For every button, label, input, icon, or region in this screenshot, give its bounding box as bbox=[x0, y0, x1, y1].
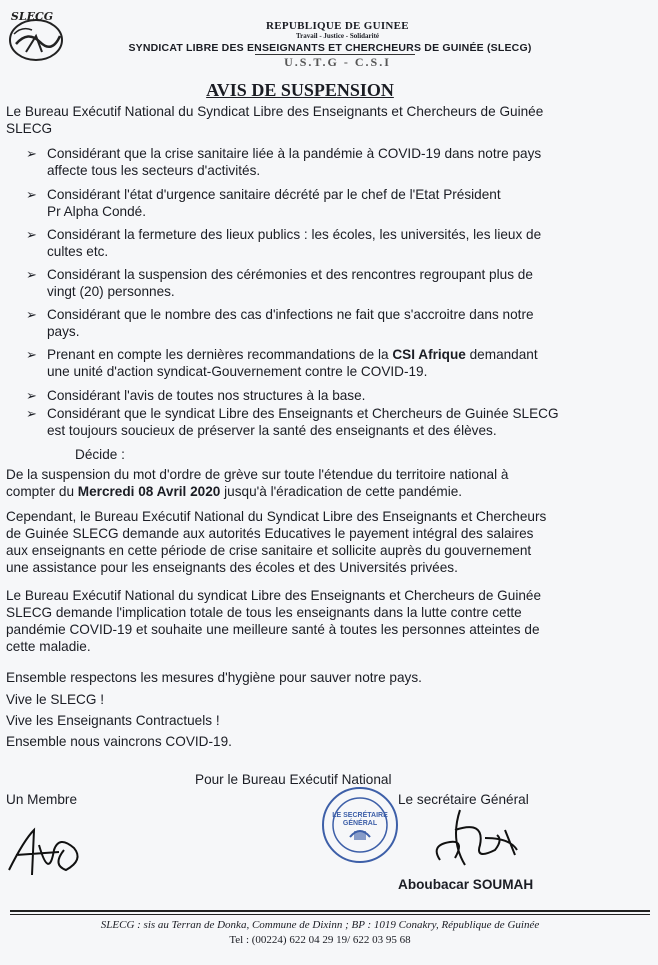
bullet-arrow-icon: ➢ bbox=[26, 388, 37, 403]
bullet-text: Considérant que le nombre des cas d'infections ne fait que s'accroitre dans notre pays. bbox=[47, 307, 534, 339]
closing-line: Ensemble respectons les mesures d'hygiène pour sauver notre pays. bbox=[6, 670, 422, 685]
bullet-text: Considérant que la crise sanitaire liée à la pandémie à COVID-19 dans notre pays affecte tous les secteurs d'activités. bbox=[47, 146, 542, 178]
bullet-arrow-icon: ➢ bbox=[26, 267, 37, 282]
intro-line: Le Bureau Exécutif National du Syndicat Libre des Enseignants et Chercheurs de Guinée bbox=[6, 104, 544, 119]
bullet-arrow-icon: ➢ bbox=[26, 307, 37, 322]
for-bureau-label: Pour le Bureau Exécutif National bbox=[195, 772, 392, 787]
decision-paragraph: De la suspension du mot d'ordre de grève sur toute l'étendue du territoire national à compter du Mercredi 08 Avril 2020 jusqu'à l'éradication de cette pandémie. bbox=[6, 467, 509, 499]
bullet-arrow-icon: ➢ bbox=[26, 227, 37, 242]
bullet-arrow-icon: ➢ bbox=[26, 146, 37, 161]
bullet-text: Prenant en compte les dernières recommandations de la CSI Afrique demandant une unité d'action syndicat-Gouvernement contre le COVID-19. bbox=[47, 347, 538, 379]
member-signature bbox=[4, 820, 94, 890]
intro-line: SLECG bbox=[6, 121, 53, 136]
closing-line: Vive les Enseignants Contractuels ! bbox=[6, 713, 220, 728]
footer-phone: Tel : (00224) 622 04 29 19/ 622 03 95 68 bbox=[229, 934, 411, 946]
secretary-title: Le secrétaire Général bbox=[398, 792, 529, 807]
national-motto: Travail - Justice - Solidarité bbox=[295, 32, 380, 40]
document-title: AVIS DE SUSPENSION bbox=[206, 80, 394, 100]
bullet-text: Considérant l'avis de toutes nos structures à la base. bbox=[47, 388, 366, 403]
secretary-name: Aboubacar SOUMAH bbox=[398, 877, 534, 892]
closing-line: Vive le SLECG ! bbox=[6, 692, 104, 707]
footer-divider bbox=[10, 910, 650, 912]
salary-request-paragraph: Cependant, le Bureau Exécutif National du Syndicat Libre des Enseignants et Chercheurs de Guinée SLECG demande aux autorités Educatives le payement intégral des salaires aux enseignants en cette période de crise sanitaire et sollicite auprès du gouvernement une assistance pour les enseignants des écoles et des Universités privées. bbox=[6, 509, 547, 575]
secretary-signature bbox=[425, 800, 535, 880]
bullet-text: Considérant l'état d'urgence sanitaire décrété par le chef de l'Etat Président Pr Alpha Condé. bbox=[47, 187, 501, 219]
logo-text: SLECG bbox=[10, 10, 54, 23]
bullet-arrow-icon: ➢ bbox=[26, 347, 37, 362]
engagement-paragraph: Le Bureau Exécutif National du syndicat Libre des Enseignants et Chercheurs de Guinée SLECG demande l'implication totale de tous les enseignants dans la lutte contre cette pandémie COVID-19 et souhaite une meilleure santé à toutes les personnes atteintes de cette maladie. bbox=[6, 588, 542, 654]
closing-line: Ensemble nous vaincrons COVID-19. bbox=[6, 734, 232, 749]
footer-address: SLECG : sis au Terran de Donka, Commune de Dixinn ; BP : 1019 Conakry, République de Guinée bbox=[100, 919, 540, 931]
bullet-arrow-icon: ➢ bbox=[26, 187, 37, 202]
republic-heading: REPUBLIQUE DE GUINEE bbox=[266, 20, 409, 32]
bullet-arrow-icon: ➢ bbox=[26, 406, 37, 421]
footer-divider bbox=[10, 914, 650, 915]
bullet-text: Considérant la suspension des cérémonies et des rencontres regroupant plus de vingt (20) personnes. bbox=[47, 267, 533, 299]
union-affiliation: U.S.T.G - C.S.I bbox=[284, 55, 391, 69]
bullet-text: Considérant la fermeture des lieux publics : les écoles, les universités, les lieux de cultes etc. bbox=[47, 227, 542, 259]
stamp-text: LE SECRÉTAIRE GÉNÉRAL bbox=[332, 812, 388, 827]
bullet-text: Considérant que le syndicat Libre des Enseignants et Chercheurs de Guinée SLECG est toujours soucieux de préserver la santé des enseignants et des élèves. bbox=[47, 406, 559, 438]
union-name: SYNDICAT LIBRE DES ENSEIGNANTS ET CHERCHEURS DE GUINÉE (SLECG) bbox=[128, 42, 532, 54]
decision-label: Décide : bbox=[75, 447, 125, 462]
member-label: Un Membre bbox=[6, 792, 78, 807]
